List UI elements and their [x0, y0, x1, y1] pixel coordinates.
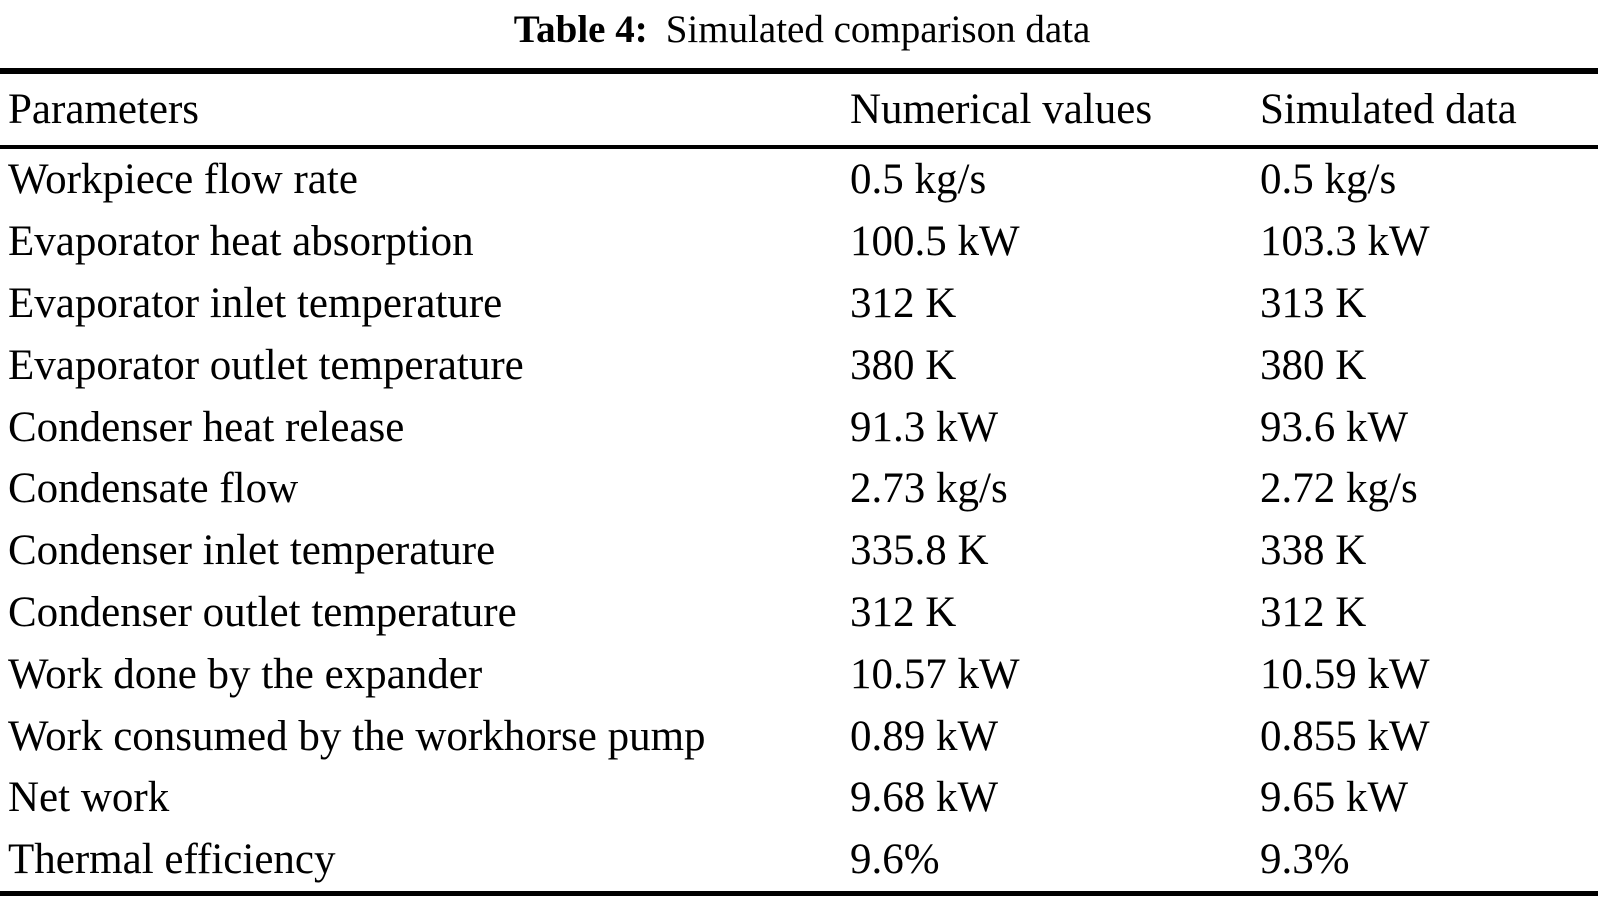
table-row: [0, 396, 1598, 458]
parameter-cell: Condenser heat release: [8, 403, 405, 451]
numerical-value-cell: 100.5 kW: [850, 218, 1020, 266]
table-row: [0, 643, 1598, 705]
simulated-data-cell: 313 K: [1260, 279, 1367, 327]
table-row: [0, 520, 1598, 582]
parameter-cell: Evaporator heat absorption: [8, 218, 474, 266]
parameter-cell: Work done by the expander: [8, 650, 483, 698]
simulated-data-cell: 103.3 kW: [1260, 218, 1430, 266]
table-row: [0, 458, 1598, 520]
table-row: [0, 582, 1598, 644]
table-row: [0, 767, 1598, 829]
numerical-value-cell: 380 K: [850, 341, 957, 389]
simulated-data-cell: 93.6 kW: [1260, 403, 1409, 451]
column-header: Numerical values: [850, 71, 1260, 147]
simulated-data-cell: 0.5 kg/s: [1260, 156, 1397, 204]
parameter-cell: Evaporator inlet temperature: [8, 279, 503, 327]
table-row: [0, 147, 1598, 211]
simulated-data-cell: 9.65 kW: [1260, 774, 1409, 822]
table-row: [0, 334, 1598, 396]
simulated-data-cell: 380 K: [1260, 341, 1367, 389]
simulated-data-cell: 10.59 kW: [1260, 650, 1430, 698]
parameter-cell: Work consumed by the workhorse pump: [8, 712, 706, 760]
simulated-data-cell: 312 K: [1260, 588, 1367, 636]
simulated-data-cell: 2.72 kg/s: [1260, 465, 1418, 513]
numerical-value-cell: 10.57 kW: [850, 650, 1020, 698]
parameter-cell: Condenser inlet temperature: [8, 527, 496, 575]
numerical-value-cell: 312 K: [850, 279, 957, 327]
simulated-data-cell: 0.855 kW: [1260, 712, 1430, 760]
simulated-data-cell: 338 K: [1260, 527, 1367, 575]
table-row: [0, 705, 1598, 767]
comparison-table: [0, 68, 1598, 896]
numerical-value-cell: 0.89 kW: [850, 712, 999, 760]
table-caption-label: Table 4:: [513, 8, 648, 51]
column-header: Parameters: [0, 71, 850, 147]
parameter-cell: Evaporator outlet temperature: [8, 341, 524, 389]
table-row: [0, 273, 1598, 335]
numerical-value-cell: 2.73 kg/s: [850, 465, 1008, 513]
numerical-value-cell: 312 K: [850, 588, 957, 636]
parameter-cell: Condenser outlet temperature: [8, 588, 517, 636]
table-caption-text: Simulated comparison data: [665, 8, 1091, 51]
numerical-value-cell: 91.3 kW: [850, 403, 999, 451]
parameter-cell: Condensate flow: [8, 465, 299, 513]
table-row: [0, 211, 1598, 273]
numerical-value-cell: 0.5 kg/s: [850, 156, 987, 204]
numerical-value-cell: 9.6%: [850, 836, 940, 884]
table-caption: [0, 0, 1604, 68]
table-row: [0, 829, 1598, 893]
header-row: [0, 71, 1598, 147]
simulated-data-cell: 9.3%: [1260, 836, 1350, 884]
numerical-value-cell: 335.8 K: [850, 527, 989, 575]
column-header: Simulated data: [1260, 71, 1598, 147]
parameter-cell: Workpiece flow rate: [8, 156, 358, 204]
parameter-cell: Net work: [8, 774, 170, 822]
parameter-cell: Thermal efficiency: [8, 836, 336, 884]
numerical-value-cell: 9.68 kW: [850, 774, 999, 822]
